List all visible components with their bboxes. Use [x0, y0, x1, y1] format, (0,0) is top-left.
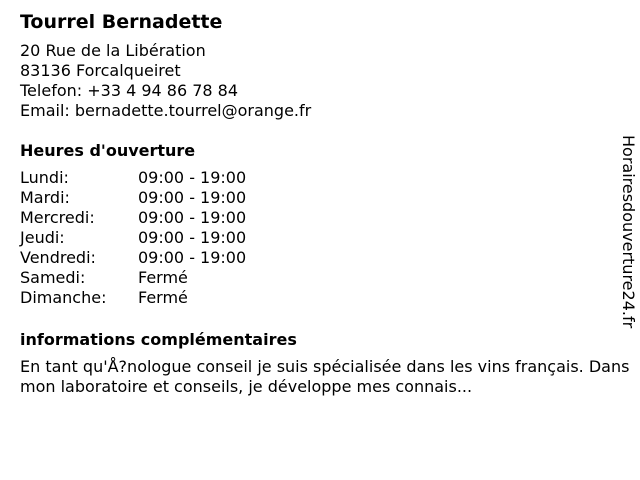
- day-label: Vendredi:: [20, 248, 96, 267]
- hours-row-wednesday: [20, 208, 620, 228]
- hours-value: 09:00 - 19:00: [138, 228, 247, 247]
- hours-value: Fermé: [138, 288, 188, 307]
- additional-info-heading: informations complémentaires: [20, 330, 297, 349]
- day-label: Dimanche:: [20, 288, 107, 307]
- city-address: 83136 Forcalqueiret: [20, 61, 181, 80]
- day-label: Samedi:: [20, 268, 86, 287]
- opening-hours-table: [20, 168, 620, 308]
- hours-value: 09:00 - 19:00: [138, 188, 247, 207]
- opening-hours-heading: Heures d'ouverture: [20, 141, 196, 160]
- additional-info-text: En tant qu'Å?nologue conseil je suis spécialisée dans les vins français. Dans mon laboratoire et conseils, je développe mes connais...: [20, 357, 630, 396]
- hours-row-friday: [20, 248, 620, 268]
- hours-row-monday: [20, 168, 620, 188]
- street-address: 20 Rue de la Libération: [20, 41, 206, 60]
- day-label: Jeudi:: [20, 228, 65, 247]
- hours-value: Fermé: [138, 268, 188, 287]
- hours-value: 09:00 - 19:00: [138, 168, 247, 187]
- site-brand-watermark: Horairesdouverture24.fr: [619, 135, 638, 329]
- hours-row-tuesday: [20, 188, 620, 208]
- email-address: Email: bernadette.tourrel@orange.fr: [20, 101, 312, 120]
- hours-row-saturday: [20, 268, 620, 288]
- day-label: Mardi:: [20, 188, 70, 207]
- contact-block: [20, 41, 620, 121]
- day-label: Lundi:: [20, 168, 69, 187]
- hours-value: 09:00 - 19:00: [138, 208, 247, 227]
- business-name: Tourrel Bernadette: [20, 11, 223, 33]
- hours-row-thursday: [20, 228, 620, 248]
- day-label: Mercredi:: [20, 208, 95, 227]
- phone-number: Telefon: +33 4 94 86 78 84: [20, 81, 239, 100]
- hours-row-sunday: [20, 288, 620, 308]
- hours-value: 09:00 - 19:00: [138, 248, 247, 267]
